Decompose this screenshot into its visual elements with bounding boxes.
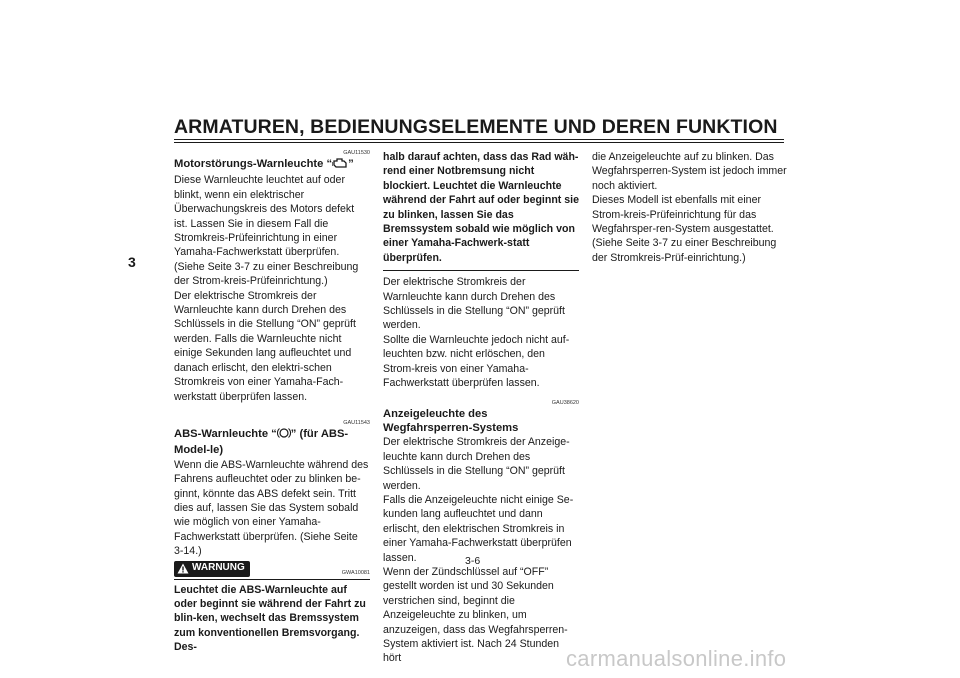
page-number: 3-6 <box>465 555 481 567</box>
paragraph: Der elektrische Stromkreis der Warnleuchte kann durch Drehen des Schlüssels in die Stellung “ON” geprüft werden. <box>383 276 565 332</box>
title-rule-bottom <box>174 142 784 143</box>
heading-text: ABS-Warnleuchte “ <box>174 427 277 440</box>
paragraph: die Anzeigeleuchte auf zu blinken. Das Wegfahrsperren-System ist jedoch immer noch aktiviert. <box>592 151 787 192</box>
warning-label: WARNUNG <box>192 562 245 574</box>
warning-text-continued: halb darauf achten, dass das Rad wäh-rend einer Notbremsung nicht blockiert. Leuchtet die Warnleuchte während der Fahrt auf oder beginnt sie zu blinken, lassen Sie das Bremssystem sobald wie möglich von einer Yamaha-Fachwerk-statt überprüfen. <box>383 151 580 264</box>
warning-triangle-icon <box>177 563 189 574</box>
column-2 <box>383 150 579 666</box>
abs-warning-icon <box>277 427 291 443</box>
section-heading-abs-warning <box>174 427 370 458</box>
warning-text: Leuchtet die ABS-Warnleuchte auf oder beginnt sie während der Fahrt zu blin-ken, wechselt das Bremssystem zum konventionellen Bremsvorgang. Des- <box>174 583 366 654</box>
paragraph: Der elektrische Stromkreis der Anzeige-leuchte kann durch Drehen des Schlüssels in die Stellung “ON” geprüft werden. <box>383 436 570 492</box>
paragraph: Diese Warnleuchte leuchtet auf oder blinkt, wenn ein elektrischer Überwachungskreis des Motors defekt ist. Lassen Sie in diesem Fall die Stromkreis-Prüfeinrichtung in einer Yamaha-Fachwerkstatt überprüfen. (Siehe Seite 3-7 zu einer Beschreibung der Strom-kreis-Prüfeinrichtung.) <box>174 174 359 288</box>
paragraph: Wenn der Zündschlüssel auf “OFF” gestellt worden ist und 30 Sekunden verstrichen sind, beginnt die Anzeigeleuchte zu blinken, um anzuzeigen, dass das Wegfahrsperren-System aktiviert ist. Nach 24 Stunden hört <box>383 565 568 665</box>
page-title: ARMATUREN, BEDIENUNGSELEMENTE UND DEREN FUNKTION <box>174 116 778 138</box>
warning-rule <box>174 579 370 580</box>
section-code: GAU11543 <box>343 419 370 426</box>
heading-text-end: ” (für ABS-Model-le) <box>174 427 349 457</box>
watermark: carmanualsonline.info <box>566 646 787 671</box>
paragraph: Wenn die ABS-Warnleuchte während des Fahrens aufleuchtet oder zu blinken be-ginnt, könnte das ABS defekt sein. Tritt dies auf, lassen Sie das System sobald wie möglich von einer Yamaha-Fachwerkstatt überprüfen. (Siehe Seite 3-14.) <box>174 458 369 558</box>
paragraph: Falls die Anzeigeleuchte nicht einige Se-kunden lang aufleuchtet und dann erlischt, den elektrischen Stromkreis in einer Yamaha-Fachwerkstatt überprüfen lassen. <box>383 493 574 564</box>
paragraph: Sollte die Warnleuchte jedoch nicht auf-leuchten bzw. nicht erlöschen, den Strom-kreis von einer Yamaha-Fachwerkstatt überprüfen lassen. <box>383 333 570 390</box>
warning-end-rule <box>383 270 579 271</box>
engine-warning-icon <box>332 158 348 173</box>
warning-badge <box>174 561 250 577</box>
paragraph: Dieses Modell ist ebenfalls mit einer Strom-kreis-Prüfeinrichtung für das Wegfahrsper-ren-System ausgestattet. (Siehe Seite 3-7 zu einer Beschreibung der Stromkreis-Prüf-einrichtung.) <box>592 194 777 264</box>
warning-code: GWA10081 <box>341 569 370 576</box>
title-rule-top <box>174 139 784 140</box>
heading-text: Motorstörungs-Warnleuchte “ <box>174 158 333 170</box>
paragraph: Der elektrische Stromkreis der Warnleuchte kann durch Drehen des Schlüssels in die Stellung “ON” geprüft werden. Falls die Warnleuchte nicht einige Sekunden lang aufleuchtet und danach erlischt, den elektri-schen Stromkreis von einer Yamaha-Fach-werkstatt überprüfen lassen. <box>174 289 356 403</box>
section-heading-immobilizer: Anzeigeleuchte des Wegfahrsperren-Systems <box>383 407 519 434</box>
column-3 <box>592 150 788 265</box>
section-code: GAU11530 <box>343 150 370 156</box>
heading-text-end: ” <box>348 158 354 170</box>
section-heading-engine-warning <box>174 157 370 173</box>
chapter-tab: 3 <box>128 254 136 270</box>
section-code: GAU38620 <box>551 399 579 406</box>
column-1 <box>174 150 370 655</box>
warning-header <box>174 561 370 577</box>
